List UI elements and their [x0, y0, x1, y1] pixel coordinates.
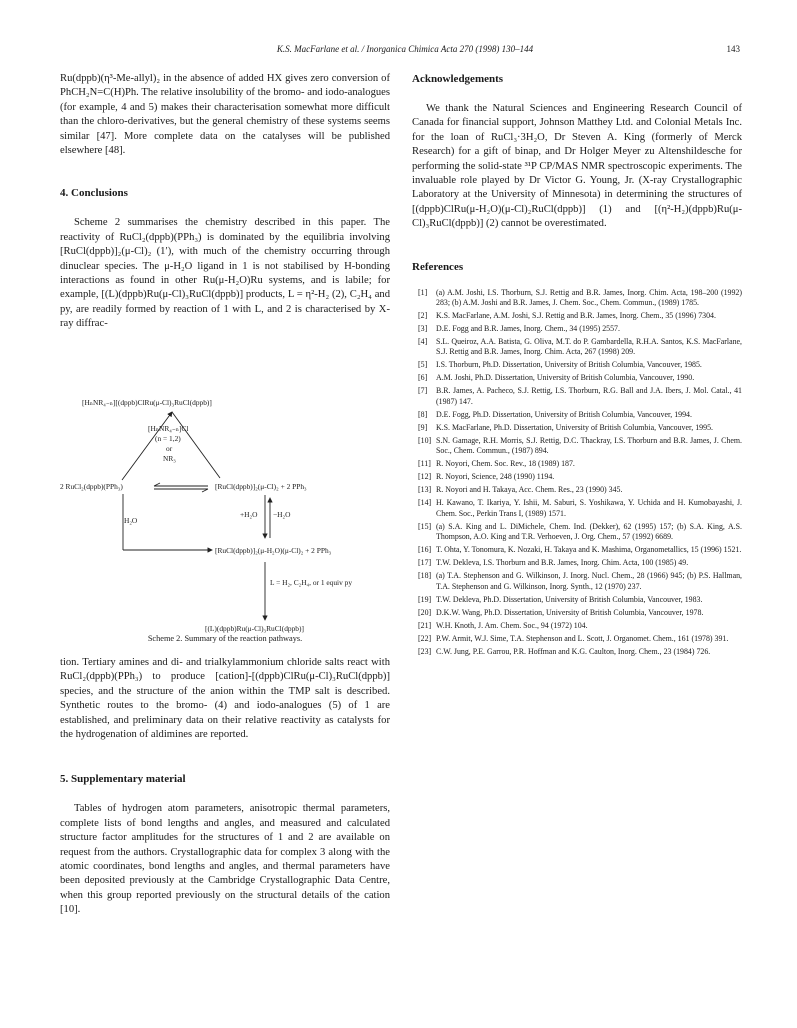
reference-item — [412, 459, 742, 469]
reference-item — [412, 311, 742, 321]
scheme-amine-salt: [HₙNR₄₋ₙ]Cl — [148, 424, 189, 433]
scheme-arrows — [60, 398, 390, 644]
page-number: 143 — [726, 44, 740, 54]
reference-text: T. Ohta, Y. Tonomura, K. Nozaki, H. Takaya and K. Mashima, Organometallics, 15 (1996) 1521. — [436, 545, 742, 555]
reference-item — [412, 337, 742, 358]
reference-item — [412, 608, 742, 618]
reference-number: [21] — [418, 620, 432, 630]
scheme-2-diagram — [60, 398, 390, 644]
reference-text: R. Noyori, Science, 248 (1990) 1194. — [436, 472, 555, 482]
right-column — [412, 72, 742, 660]
reference-number: [11] — [418, 459, 431, 469]
running-header — [60, 44, 750, 58]
reference-item — [412, 410, 742, 420]
left-column — [60, 72, 390, 332]
reference-item — [412, 288, 742, 309]
reference-number: [22] — [418, 633, 432, 643]
reference-number: [19] — [418, 594, 432, 604]
section-heading-supplementary: 5. Supplementary material — [60, 773, 186, 786]
reference-item — [412, 386, 742, 407]
reference-text: T.W. Dekleva, I.S. Thorburn and B.R. James, Inorg. Chim. Acta, 100 (1985) 49. — [436, 558, 689, 568]
reference-text: (a) A.M. Joshi, I.S. Thorburn, S.J. Rettig and B.R. James, Inorg. Chim. Acta, 198–200 (1992) 283; (b) A.M. Joshi and B.R. James, J. Chem. Soc., Chem. Commun., (1989) 1785. — [436, 287, 742, 308]
scheme-amine-nr3: NR₃ — [163, 454, 176, 463]
reference-number: [8] — [418, 409, 428, 419]
running-title: K.S. MacFarlane et al. / Inorganica Chimica Acta 270 (1998) 130–144 — [276, 44, 534, 54]
paragraph-amines: tion. Tertiary amines and di- and trialkylammonium chloride salts react with RuCl₂(dppb)(PPh₃) to produce [cation]-[(dppb)ClRu(μ-Cl)₃RuCl(dppb)] species, and the structure of the anion within the TMP salt is described. Synthetic routes to the bromo- (4) and iodo-analogues (5) of 1 are established, and preliminary data on their relative reactivity as catalysts for the hydrogenation of aldimines are reported. — [60, 657, 390, 741]
reference-number: [13] — [418, 485, 432, 495]
reference-item — [412, 472, 742, 482]
reference-number: [3] — [418, 324, 428, 334]
reference-text: S.N. Gamage, R.H. Morris, S.J. Rettig, D.C. Thackray, I.S. Thorburn and B.R. James, J. Chem. Soc., Chem. Commun., (1987) 894. — [436, 435, 742, 456]
scheme-starting-complex: 2 RuCl₂(dppb)(PPh₃) — [60, 482, 123, 491]
reference-text: A.M. Joshi, Ph.D. Dissertation, University of British Columbia, Vancouver, 1990. — [436, 373, 695, 383]
reference-item — [412, 360, 742, 370]
reference-list — [412, 288, 742, 657]
paragraph-supplementary: Tables of hydrogen atom parameters, anisotropic thermal parameters, complete lists of bond lengths and angles, and measured and calculated structure factor amplitudes for the structures of 1 and 2 are available on request from the authors. Crystallographic data for complex 3 along with the atomic coordinates, bond lengths and angles, and thermal parameters have been deposited previously at the Cambridge Crystallographic Data Centre, when this group reported previously on the structural details of the cation [10]. — [60, 803, 390, 916]
reference-item — [412, 522, 742, 543]
reference-text: T.W. Dekleva, Ph.D. Dissertation, University of British Columbia, Vancouver, 1983. — [436, 594, 703, 604]
reference-number: [9] — [418, 422, 428, 432]
scheme-ligand-conditions: L = H₂, C₂H₄, or 1 equiv py — [270, 578, 353, 587]
reference-number: [4] — [418, 337, 428, 347]
reference-text: W.H. Knoth, J. Am. Chem. Soc., 94 (1972) 104. — [436, 620, 588, 630]
reference-text: (a) S.A. King and L. DiMichele, Chem. Ind. (Dekker), 62 (1995) 157; (b) S.A. King, A.S. Thompson, A.O. King and T.R. Verhoeven, J. Org. Chem., 57 (1992) 6689. — [436, 521, 742, 542]
scheme-caption: Scheme 2. Summary of the reaction pathways. — [147, 634, 303, 643]
reference-number: [12] — [418, 472, 432, 482]
reference-item — [412, 373, 742, 383]
scheme-water-add: +H₂O — [240, 510, 258, 519]
reference-item — [412, 423, 742, 433]
reference-number: [16] — [418, 545, 432, 555]
reference-number: [23] — [418, 646, 432, 656]
reference-text: B.R. James, A. Pacheco, S.J. Rettig, I.S. Thorburn, R.G. Ball and J.A. Ibers, J. Mol. Catal., 41 (1987) 147. — [436, 386, 742, 406]
paragraph-acknowledgements: We thank the Natural Sciences and Engineering Research Council of Canada for financial support, Johnson Matthey Ltd. and Colonial Metals Inc. for the loan of RuCl₃·3H₂O, Dr Steven A. King (formerly of Merck Research) for a gift of binap, and Dr Holger Meyer zu Altenshildesche for performing the solid-state ³¹P CP/MAS NMR spectroscopic experiments. The invaluable role played by Dr Victor G. Young, Jr. (X-ray Crystallographic Laboratory at the University of Minnesota) in determining the structures of [(dppb)ClRu(μ-H₂O)(μ-Cl)₂RuCl(dppb)] (1) and [(η²-H₂)(dppb)Ru(μ-Cl)₃RuCl(dppb)] (2) cannot be overestimated. — [412, 103, 742, 230]
reference-text: D.K.W. Wang, Ph.D. Dissertation, University of British Columbia, Vancouver, 1978. — [436, 607, 704, 617]
reference-text: H. Kawano, T. Ikariya, Y. Ishii, M. Saburi, S. Yoshikawa, Y. Uchida and H. Kumobayashi, J. Chem. Soc., Perkin Trans I, (1989) 1571. — [436, 498, 742, 518]
reference-number: [10] — [418, 435, 432, 445]
reference-item — [412, 647, 742, 657]
left-column-lower — [60, 656, 390, 918]
reference-text: (a) T.A. Stephenson and G. Wilkinson, J. Inorg. Nucl. Chem., 28 (1966) 945; (b) P.S. Hallman, T.A. Stephenson and G. Wilkinson, Inorg. Synth., 12 (1970) 237. — [436, 571, 742, 591]
paragraph-catalysis: Ru(dppb)(η³-Me-allyl)₂ in the absence of added HX gives zero conversion of PhCH₂N=C(H)Ph. The relative insolubility of the bromo- and iodo-analogues (for example, 4 and 5) makes their characterisation somewhat more difficult than the chloro-derivatives, but the general chemistry of these systems seems similar [47]. More complete data on the catalyses will be published elsewhere [48]. — [60, 73, 390, 157]
section-heading-acknowledgements: Acknowledgements — [412, 73, 504, 85]
reference-text: I.S. Thorburn, Ph.D. Dissertation, University of British Columbia, Vancouver, 1985. — [436, 360, 702, 370]
reference-text: S.L. Queiroz, A.A. Batista, G. Oliva, M.T. do P. Gambardella, R.H.A. Santos, K.S. MacFarlane, S.J. Rettig and B.R. James, Inorg. Chim. Acta, 267 (1998) 209. — [436, 337, 742, 357]
reference-text: D.E. Fogg and B.R. James, Inorg. Chem., 34 (1995) 2557. — [436, 324, 620, 334]
reference-text: R. Noyori and H. Takaya, Acc. Chem. Res., 23 (1990) 345. — [436, 485, 623, 495]
reference-number: [20] — [418, 607, 432, 617]
reference-text: K.S. MacFarlane, A.M. Joshi, S.J. Rettig and B.R. James, Inorg. Chem., 35 (1996) 7304. — [436, 311, 716, 321]
reference-number: [6] — [418, 373, 428, 383]
reference-text: K.S. MacFarlane, Ph.D. Dissertation, University of British Columbia, Vancouver, 1995. — [436, 422, 713, 432]
reference-item — [412, 571, 742, 592]
reference-number: [15] — [418, 521, 432, 531]
reference-item — [412, 498, 742, 519]
scheme-water-left: H₂O — [124, 516, 138, 525]
scheme-aqua-complex: [RuCl(dppb)]₂(μ-H₂O)(μ-Cl)₂ + 2 PPh₃ — [215, 546, 332, 555]
reference-number: [5] — [418, 360, 428, 370]
reference-number: [17] — [418, 558, 432, 568]
scheme-amine-or: or — [166, 444, 173, 453]
reference-item — [412, 621, 742, 631]
reference-item — [412, 634, 742, 644]
reference-number: [18] — [418, 571, 432, 581]
scheme-ligand-product: [(L)(dppb)Ru(μ-Cl)₃RuCl(dppb)] — [205, 624, 304, 633]
scheme-amine-n: (n = 1,2) — [155, 434, 181, 443]
reference-text: C.W. Jung, P.E. Garrou, P.R. Hoffman and K.G. Caulton, Inorg. Chem., 23 (1984) 726. — [436, 646, 711, 656]
paragraph-conclusions: Scheme 2 summarises the chemistry described in this paper. The reactivity of RuCl₂(dppb)(PPh₃) is dominated by the equilibria involving [RuCl(dppb)]₂(μ-Cl)₂ (1′), with much of the chemistry occurring through dinuclear species. The μ-H₂O ligand in 1 is not stabilised by H-bonding interactions as found in other Ru(μ-H₂O)Ru systems, and is labile; for example, [(L)(dppb)Ru(μ-Cl)₃RuCl(dppb)] products, L = η²-H₂ (2), C₂H₄ and py, are readily formed by reaction of 1 with L, and 2 is characterised by X-ray diffrac- — [60, 217, 390, 330]
section-heading-conclusions: 4. Conclusions — [60, 187, 128, 200]
reference-text: D.E. Fogg, Ph.D. Dissertation, University of British Columbia, Vancouver, 1994. — [436, 409, 692, 419]
reference-item — [412, 595, 742, 605]
reference-item — [412, 558, 742, 568]
reference-item — [412, 436, 742, 457]
reference-number: [7] — [418, 386, 428, 396]
reference-text: P.W. Armit, W.J. Sime, T.A. Stephenson and L. Scott, J. Organomet. Chem., 161 (1978) 391. — [436, 633, 729, 643]
reference-number: [1] — [418, 287, 428, 297]
scheme-dimer: [RuCl(dppb)]₂(μ-Cl)₂ + 2 PPh₃ — [215, 482, 307, 491]
reference-number: [14] — [418, 498, 432, 508]
reference-item — [412, 545, 742, 555]
scheme-salt-product: [HₙNR₄₋ₙ][(dppb)ClRu(μ-Cl)₃RuCl(dppb)] — [82, 398, 212, 407]
reference-number: [2] — [418, 311, 428, 321]
reference-item — [412, 324, 742, 334]
reference-text: R. Noyori, Chem. Soc. Rev., 18 (1989) 187. — [436, 459, 575, 469]
section-heading-references: References — [412, 260, 464, 273]
scheme-water-remove: −H₂O — [273, 510, 291, 519]
reference-item — [412, 485, 742, 495]
